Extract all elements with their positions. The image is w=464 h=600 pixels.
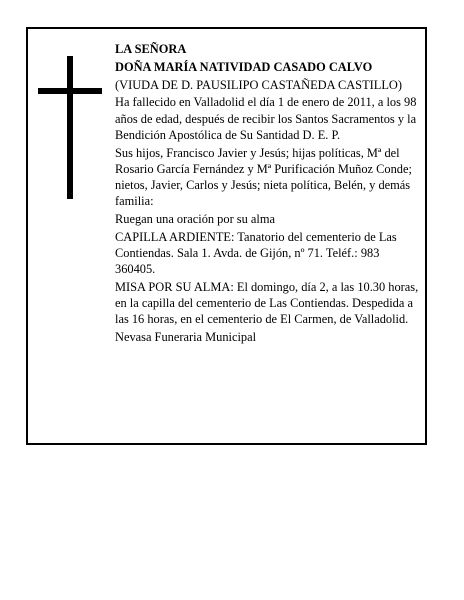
prayer-line: Ruegan una oración por su alma — [115, 212, 275, 226]
chapel-paragraph: CAPILLA ARDIENTE: Tanatorio del cementerio de Las Contiendas. Sala 1. Avda. de Gijón, nº 71. Teléf.: 983 360405. — [115, 229, 397, 277]
widow-of-line: (VIUDA DE D. PAUSILIPO CASTAÑEDA CASTILLO) — [115, 77, 402, 92]
notice-title-line1: LA SEÑORA — [115, 42, 187, 56]
latin-cross-icon — [38, 56, 102, 199]
funeral-home: Nevasa Funeraria Municipal — [115, 330, 257, 345]
obituary-notice — [26, 27, 427, 445]
notice-text — [115, 41, 419, 347]
mass-paragraph: MISA POR SU ALMA: El domingo, día 2, a las 10.30 horas, en la capilla del cementerio de Las Contiendas. Despedida a las 16 horas, en el cementerio de El Carmen, de Valladolid. — [115, 280, 419, 327]
cross-horizontal-bar — [38, 88, 102, 94]
deceased-name: DOÑA MARÍA NATIVIDAD CASADO CALVO — [115, 59, 373, 74]
cross-vertical-bar — [67, 56, 73, 199]
death-paragraph: Ha fallecido en Valladolid el día 1 de enero de 2011, a los 98 años de edad, después de recibir los Santos Sacramentos y la Bendición Apostólica de Su Santidad D. E. P. — [115, 95, 417, 142]
family-paragraph: Sus hijos, Francisco Javier y Jesús; hijas políticas, Mª del Rosario García Fernández y Mª Purificación Muñoz Conde; nietos, Javier, Carlos y Jesús; nieta política, Belén, y demás familia: — [115, 145, 412, 209]
